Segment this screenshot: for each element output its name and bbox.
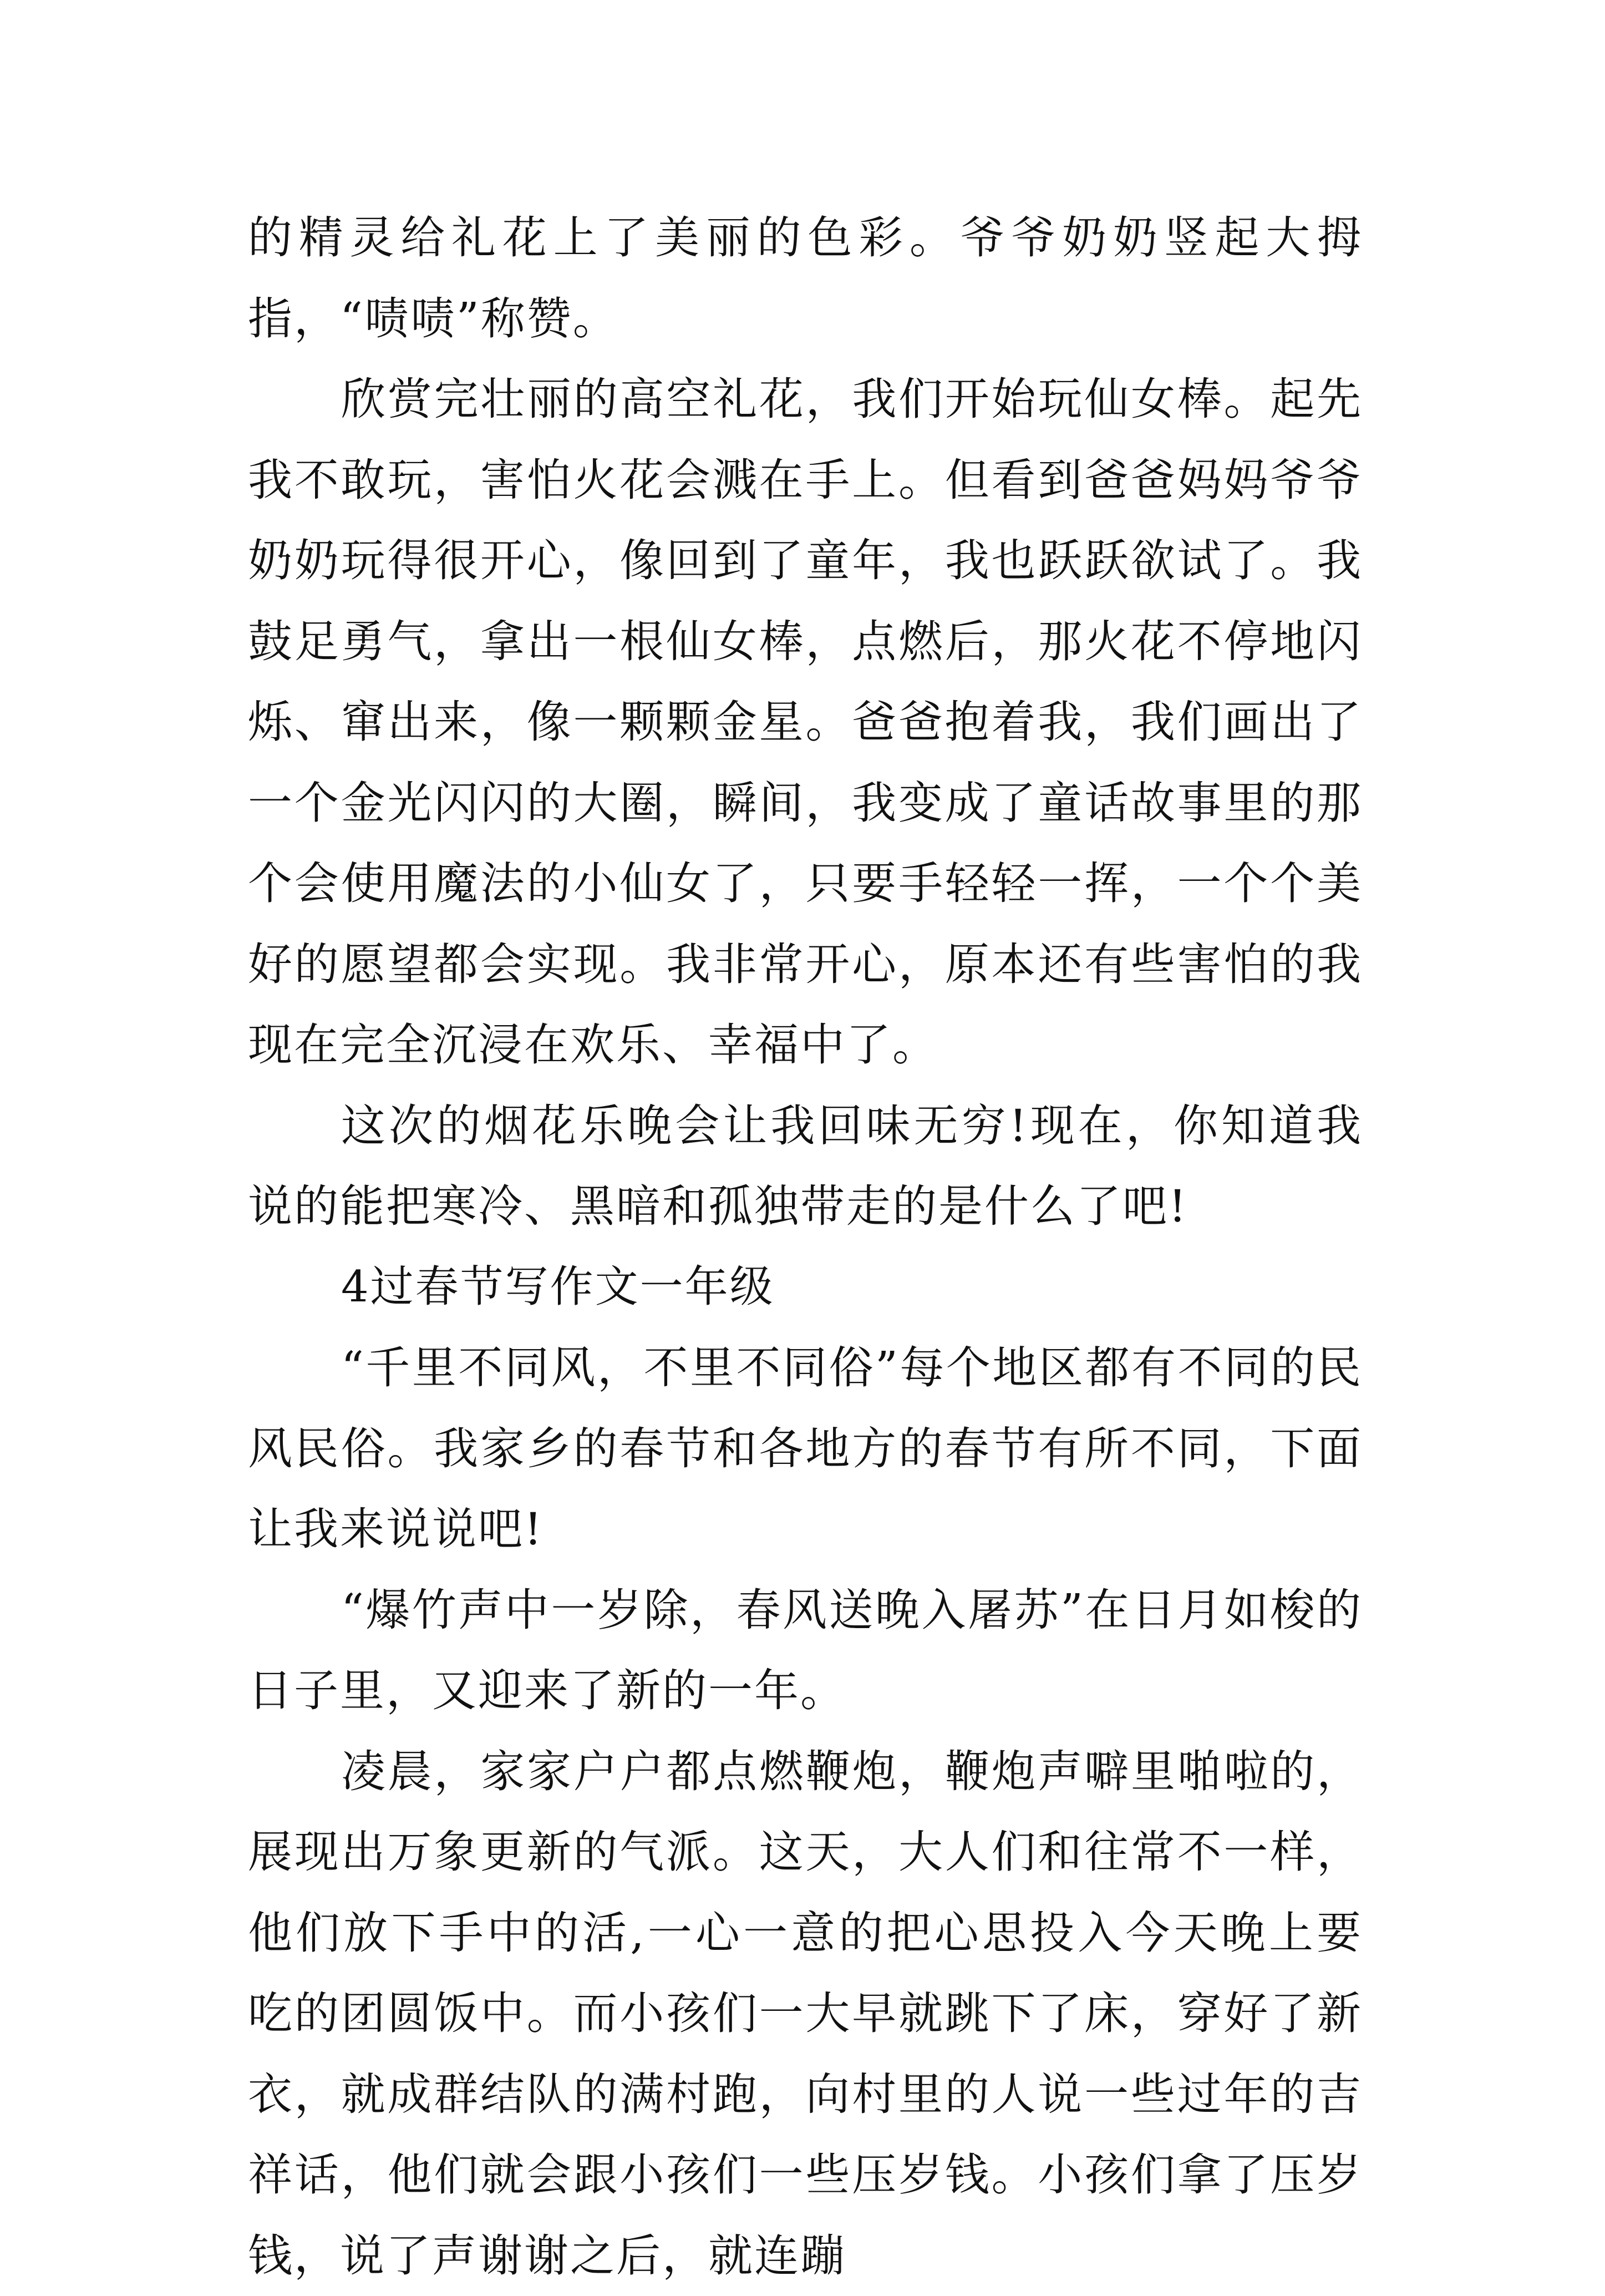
paragraph-3: 这次的烟花乐晚会让我回味无穷!现在，你知道我说的能把寒冷、黑暗和孤独带走的是什么了吧! [248, 1086, 1363, 1247]
paragraph-4: “千里不同风，不里不同俗”每个地区都有不同的民风民俗。我家乡的春节和各地方的春节有所不同，下面让我来说说吧! [248, 1327, 1363, 1570]
paragraph-2: 欣赏完壮丽的高空礼花，我们开始玩仙女棒。起先我不敢玩，害怕火花会溅在手上。但看到爸爸妈妈爷爷奶奶玩得很开心，像回到了童年，我也跃跃欲试了。我鼓足勇气，拿出一根仙女棒，点燃后，那火花不停地闪烁、窜出来，像一颗颗金星。爸爸抱着我，我们画出了一个金光闪闪的大圈，瞬间，我变成了童话故事里的那个会使用魔法的小仙女了，只要手轻轻一挥，一个个美好的愿望都会实现。我非常开心，原本还有些害怕的我现在完全沉浸在欢乐、幸福中了。 [248, 359, 1363, 1086]
section-heading: 4过春节写作文一年级 [248, 1247, 1363, 1328]
paragraph-1: 的精灵给礼花上了美丽的色彩。爷爷奶奶竖起大拇指，“啧啧”称赞。 [248, 197, 1363, 359]
body-text [248, 197, 1363, 2296]
paragraph-6: 凌晨，家家户户都点燃鞭炮，鞭炮声噼里啪啦的，展现出万象更新的气派。这天，大人们和往常不一样，他们放下手中的活,一心一意的把心思投入今天晚上要吃的团圆饭中。而小孩们一大早就跳下了床，穿好了新衣，就成群结队的满村跑，向村里的人说一些过年的吉祥话，他们就会跟小孩们一些压岁钱。小孩们拿了压岁钱，说了声谢谢之后，就连蹦 [248, 1731, 1363, 2296]
paragraph-5: “爆竹声中一岁除，春风送晚入屠苏”在日月如梭的日子里，又迎来了新的一年。 [248, 1570, 1363, 1731]
